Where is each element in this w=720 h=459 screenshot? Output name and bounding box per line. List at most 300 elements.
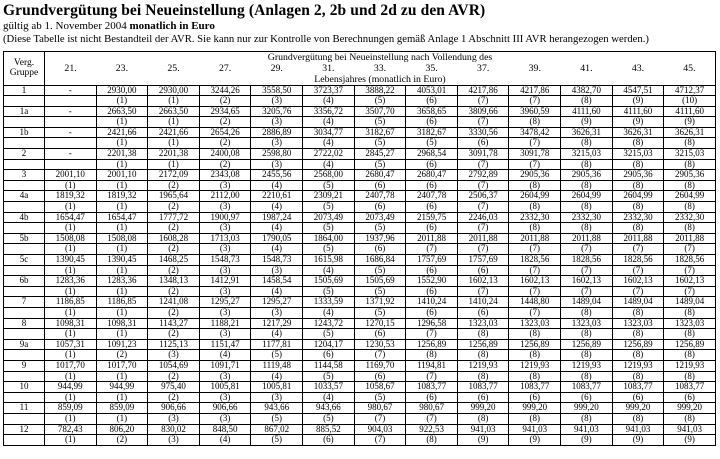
stufe-cell: (5) xyxy=(303,371,355,382)
value-cell: 2604,99 xyxy=(561,191,613,202)
stufe-cell: (8) xyxy=(561,202,613,213)
value-cell: 999,20 xyxy=(509,403,561,414)
value-cell: 1965,64 xyxy=(148,191,200,202)
value-cell: 3182,67 xyxy=(406,127,458,138)
stufe-cell: (7) xyxy=(457,286,509,297)
header-row-top xyxy=(4,51,716,63)
value-cell: 3091,78 xyxy=(457,149,509,160)
stufe-cell: (1) xyxy=(45,413,97,424)
table-row-stufen xyxy=(4,371,716,382)
stufe-cell: (3) xyxy=(199,202,251,213)
group-cell: 7 xyxy=(4,297,45,308)
stufe-cell: (7) xyxy=(509,307,561,318)
value-cell: 2663,50 xyxy=(148,106,200,117)
value-cell: 1508,08 xyxy=(45,233,97,244)
stufe-cell: (1) xyxy=(96,159,148,170)
stufe-cell: (5) xyxy=(354,159,406,170)
stufe-cell: (2) xyxy=(199,138,251,149)
value-cell: 999,20 xyxy=(612,403,664,414)
stufe-cell: (1) xyxy=(96,371,148,382)
value-cell: 3809,66 xyxy=(457,106,509,117)
stufe-cell: (1) xyxy=(96,96,148,107)
value-cell: 2011,88 xyxy=(561,233,613,244)
value-cell: 2886,89 xyxy=(251,127,303,138)
value-cell: 2001,10 xyxy=(96,170,148,181)
value-cell: 1602,13 xyxy=(612,276,664,287)
stufe-cell: (2) xyxy=(148,307,200,318)
table-row-values xyxy=(4,170,716,181)
stufe-cell: (2) xyxy=(148,371,200,382)
value-cell: 2400,08 xyxy=(199,149,251,160)
value-cell: 3215,03 xyxy=(561,149,613,160)
value-cell: 2112,00 xyxy=(199,191,251,202)
stufe-cell: (7) xyxy=(509,265,561,276)
value-cell: 2011,88 xyxy=(509,233,561,244)
stufe-cell: (1) xyxy=(148,159,200,170)
stufe-cell: (7) xyxy=(457,180,509,191)
stufe-cell: (5) xyxy=(303,202,355,213)
value-cell: 2246,03 xyxy=(457,212,509,223)
stufe-cell: (1) xyxy=(96,286,148,297)
group-cell-empty xyxy=(4,96,45,107)
value-cell: 2332,30 xyxy=(612,212,664,223)
stufe-cell: (1) xyxy=(148,96,200,107)
stufe-cell: (7) xyxy=(664,244,716,255)
table-row-values xyxy=(4,233,716,244)
stufe-cell: (8) xyxy=(664,138,716,149)
stufe-cell: (8) xyxy=(561,307,613,318)
stufe-cell: (8) xyxy=(509,413,561,424)
stufe-cell: (9) xyxy=(561,117,613,128)
stufe-cell: (1) xyxy=(45,392,97,403)
table-row-values xyxy=(4,339,716,350)
value-cell: 4547,51 xyxy=(612,85,664,96)
value-cell: 904,03 xyxy=(354,424,406,435)
stufe-cell: (8) xyxy=(509,350,561,361)
group-cell-empty xyxy=(4,371,45,382)
stufe-cell: (5) xyxy=(354,138,406,149)
value-cell: 1448,80 xyxy=(509,297,561,308)
stufe-cell: (9) xyxy=(561,435,613,446)
value-cell: 2001,10 xyxy=(45,170,97,181)
value-cell: 2604,99 xyxy=(612,191,664,202)
header-row-ages xyxy=(4,63,716,74)
table-row-values xyxy=(4,85,716,96)
value-cell: 1295,27 xyxy=(199,297,251,308)
value-cell: 1256,89 xyxy=(664,339,716,350)
stufe-cell: (6) xyxy=(406,307,458,318)
stufe-cell: (8) xyxy=(664,202,716,213)
value-cell: 806,20 xyxy=(96,424,148,435)
stufe-cell: (9) xyxy=(664,435,716,446)
stufe-cell: (8) xyxy=(509,223,561,234)
value-cell: 1256,89 xyxy=(561,339,613,350)
value-cell: 2172,09 xyxy=(148,170,200,181)
stufe-cell: (5) xyxy=(354,307,406,318)
group-cell: 1a xyxy=(4,106,45,117)
table-row-values xyxy=(4,191,716,202)
stufe-cell: (7) xyxy=(664,286,716,297)
value-cell: 830,02 xyxy=(148,424,200,435)
value-cell: 2332,30 xyxy=(509,212,561,223)
value-cell: 4217,86 xyxy=(457,85,509,96)
value-cell: 2680,47 xyxy=(406,170,458,181)
group-cell-empty xyxy=(4,392,45,403)
value-cell: 1602,13 xyxy=(664,276,716,287)
value-cell: 2845,27 xyxy=(354,149,406,160)
value-cell: 3034,77 xyxy=(303,127,355,138)
stufe-cell: (4) xyxy=(303,96,355,107)
stufe-cell: (3) xyxy=(199,223,251,234)
value-cell: 943,66 xyxy=(251,403,303,414)
stufe-cell: (6) xyxy=(406,180,458,191)
stufe-cell: (8) xyxy=(664,180,716,191)
stufe-cell: (8) xyxy=(612,350,664,361)
stufe-cell: (8) xyxy=(457,350,509,361)
stufe-cell: (8) xyxy=(509,329,561,340)
age-column-header: 23. xyxy=(115,62,129,74)
stufe-cell: (6) xyxy=(406,202,458,213)
group-cell-empty xyxy=(4,202,45,213)
value-cell: 2905,36 xyxy=(509,170,561,181)
value-cell: 2905,36 xyxy=(561,170,613,181)
stufe-cell xyxy=(45,96,97,107)
value-cell: 1256,89 xyxy=(406,339,458,350)
stufe-cell: (8) xyxy=(509,202,561,213)
stufe-cell: (5) xyxy=(354,96,406,107)
value-cell: 1283,36 xyxy=(96,276,148,287)
stufe-cell: (8) xyxy=(664,350,716,361)
value-cell: 3182,67 xyxy=(354,127,406,138)
table-row-stufen xyxy=(4,138,716,149)
value-cell: 4217,86 xyxy=(509,85,561,96)
stufe-cell: (8) xyxy=(561,96,613,107)
value-cell: 2968,54 xyxy=(406,149,458,160)
stufe-cell: (7) xyxy=(509,159,561,170)
table-row-values xyxy=(4,212,716,223)
value-cell: 3215,03 xyxy=(664,149,716,160)
value-cell: 2598,80 xyxy=(251,149,303,160)
value-cell: 1602,13 xyxy=(457,276,509,287)
stufe-cell: (5) xyxy=(251,413,303,424)
value-cell: 1283,36 xyxy=(45,276,97,287)
validity-bold-text: monatlich in Euro xyxy=(129,20,215,32)
stufe-cell: (8) xyxy=(664,159,716,170)
stufe-cell: (2) xyxy=(199,117,251,128)
stufe-cell: (1) xyxy=(96,413,148,424)
value-cell: 1083,77 xyxy=(664,382,716,393)
salary-table-header xyxy=(4,51,716,85)
value-cell: 2011,88 xyxy=(457,233,509,244)
stufe-cell: (6) xyxy=(457,138,509,149)
group-cell-empty xyxy=(4,180,45,191)
value-cell: 1054,69 xyxy=(148,360,200,371)
stufe-cell xyxy=(45,138,97,149)
stufe-cell: (8) xyxy=(612,307,664,318)
value-cell: 1323,03 xyxy=(457,318,509,329)
stufe-cell: (4) xyxy=(251,180,303,191)
value-cell: 848,50 xyxy=(199,424,251,435)
value-cell: 2073,49 xyxy=(354,212,406,223)
value-cell: 1243,72 xyxy=(303,318,355,329)
value-cell: 1900,97 xyxy=(199,212,251,223)
value-cell: 2604,99 xyxy=(664,191,716,202)
value-cell: 1828,56 xyxy=(664,255,716,266)
value-cell: 2905,36 xyxy=(664,170,716,181)
value-cell: 859,09 xyxy=(45,403,97,414)
value-cell: 867,02 xyxy=(251,424,303,435)
table-row-stufen xyxy=(4,244,716,255)
stufe-cell: (4) xyxy=(199,350,251,361)
stufe-cell: (1) xyxy=(45,350,97,361)
stufe-cell: (8) xyxy=(664,413,716,424)
group-cell: 5b xyxy=(4,233,45,244)
group-cell: 5c xyxy=(4,255,45,266)
table-row-values xyxy=(4,403,716,414)
stufe-cell: (1) xyxy=(96,117,148,128)
group-header-line1: Verg. xyxy=(13,57,35,68)
table-row-stufen xyxy=(4,307,716,318)
table-row-stufen xyxy=(4,117,716,128)
stufe-cell: (8) xyxy=(664,307,716,318)
stufe-cell: (1) xyxy=(96,180,148,191)
header-row-bottom xyxy=(4,74,716,86)
group-cell: 4a xyxy=(4,191,45,202)
stufe-cell: (6) xyxy=(354,202,406,213)
stufe-cell: (7) xyxy=(406,371,458,382)
value-cell: 1489,04 xyxy=(561,297,613,308)
value-cell: 1194,81 xyxy=(406,360,458,371)
value-cell: 999,20 xyxy=(457,403,509,414)
group-cell: 9 xyxy=(4,360,45,371)
stufe-cell: (1) xyxy=(45,223,97,234)
stufe-cell: (4) xyxy=(303,307,355,318)
table-row-stufen xyxy=(4,350,716,361)
value-cell: 2407,78 xyxy=(354,191,406,202)
stufe-cell: (4) xyxy=(251,244,303,255)
stufe-cell: (6) xyxy=(457,307,509,318)
value-cell: 4111,60 xyxy=(561,106,613,117)
stufe-cell: (1) xyxy=(45,435,97,446)
value-cell: 1219,93 xyxy=(509,360,561,371)
group-cell: 1 xyxy=(4,85,45,96)
stufe-cell: (6) xyxy=(406,159,458,170)
value-cell: 2407,78 xyxy=(406,191,458,202)
age-column-header: 33. xyxy=(373,62,387,74)
value-cell: 1608,28 xyxy=(148,233,200,244)
group-cell-empty xyxy=(4,138,45,149)
table-row-values xyxy=(4,360,716,371)
group-cell-empty xyxy=(4,329,45,340)
value-cell: 3888,22 xyxy=(354,85,406,96)
stufe-cell: (8) xyxy=(561,329,613,340)
value-cell: 1125,13 xyxy=(148,339,200,350)
stufe-cell: (8) xyxy=(612,223,664,234)
stufe-cell: (3) xyxy=(251,307,303,318)
value-cell: 1390,45 xyxy=(96,255,148,266)
value-cell: 2011,88 xyxy=(664,233,716,244)
value-cell: 1390,45 xyxy=(45,255,97,266)
stufe-cell: (6) xyxy=(406,117,458,128)
stufe-cell: (1) xyxy=(45,180,97,191)
age-column-header: 31. xyxy=(322,62,335,74)
group-column-header xyxy=(4,51,45,85)
stufe-cell: (6) xyxy=(664,392,716,403)
stufe-cell: (4) xyxy=(251,202,303,213)
value-cell: 2722,02 xyxy=(303,149,355,160)
value-cell: 2421,66 xyxy=(148,127,200,138)
stufe-cell: (7) xyxy=(457,202,509,213)
stufe-cell: (1) xyxy=(45,329,97,340)
value-cell: 1410,24 xyxy=(457,297,509,308)
value-cell: 1151,47 xyxy=(199,339,251,350)
value-cell: 1058,67 xyxy=(354,382,406,393)
value-cell: 1219,93 xyxy=(457,360,509,371)
value-cell: 1323,03 xyxy=(509,318,561,329)
age-column-header: 35. xyxy=(425,62,438,74)
value-cell: 1489,04 xyxy=(664,297,716,308)
stufe-cell: (7) xyxy=(509,138,561,149)
group-cell-empty xyxy=(4,286,45,297)
value-cell: 1790,05 xyxy=(251,233,303,244)
group-cell: 8 xyxy=(4,318,45,329)
value-cell: 2201,38 xyxy=(96,149,148,160)
stufe-cell: (7) xyxy=(561,265,613,276)
stufe-cell: (7) xyxy=(406,329,458,340)
stufe-cell: (6) xyxy=(354,329,406,340)
age-column-header: 21. xyxy=(64,62,77,74)
value-cell: 2073,49 xyxy=(303,212,355,223)
value-cell: 1323,03 xyxy=(561,318,613,329)
stufe-cell: (3) xyxy=(251,159,303,170)
stufe-cell: (8) xyxy=(509,180,561,191)
stufe-cell: (4) xyxy=(251,223,303,234)
stufe-cell: (7) xyxy=(509,286,561,297)
group-cell: 9a xyxy=(4,339,45,350)
group-cell: 2 xyxy=(4,149,45,160)
stufe-cell: (3) xyxy=(251,138,303,149)
stufe-cell: (5) xyxy=(303,223,355,234)
value-cell: 944,99 xyxy=(96,382,148,393)
value-cell: 1410,24 xyxy=(406,297,458,308)
group-cell-empty xyxy=(4,413,45,424)
group-header-line2: Gruppe xyxy=(9,68,39,78)
value-cell: 3626,31 xyxy=(664,127,716,138)
value-cell: 2455,56 xyxy=(251,170,303,181)
value-cell: 1098,31 xyxy=(45,318,97,329)
stufe-cell: (7) xyxy=(664,265,716,276)
stufe-cell: (1) xyxy=(96,223,148,234)
stufe-cell: (3) xyxy=(199,244,251,255)
stufe-cell: (5) xyxy=(303,286,355,297)
stufe-cell: (3) xyxy=(199,180,251,191)
value-cell: 3244,26 xyxy=(199,85,251,96)
group-cell-empty xyxy=(4,435,45,446)
stufe-cell: (8) xyxy=(406,350,458,361)
stufe-cell: (8) xyxy=(612,180,664,191)
value-cell: - xyxy=(45,85,97,96)
value-cell: 1219,93 xyxy=(561,360,613,371)
age-column-header: 27. xyxy=(219,62,232,74)
stufe-cell: (8) xyxy=(664,329,716,340)
value-cell: 2332,30 xyxy=(561,212,613,223)
stufe-cell: (7) xyxy=(509,96,561,107)
stufe-cell: (1) xyxy=(96,244,148,255)
value-cell: 1505,69 xyxy=(303,276,355,287)
table-row-stufen xyxy=(4,180,716,191)
value-cell: 1468,25 xyxy=(148,255,200,266)
age-column-header: 25. xyxy=(167,62,180,74)
value-cell: 1548,73 xyxy=(251,255,303,266)
stufe-cell: (2) xyxy=(148,265,200,276)
value-cell: 1348,13 xyxy=(148,276,200,287)
value-cell: 3626,31 xyxy=(612,127,664,138)
stufe-cell: (6) xyxy=(406,392,458,403)
value-cell: 999,20 xyxy=(561,403,613,414)
value-cell: 1819,32 xyxy=(45,191,97,202)
value-cell: 1828,56 xyxy=(509,255,561,266)
stufe-cell: (7) xyxy=(457,244,509,255)
value-cell: 2343,08 xyxy=(199,170,251,181)
group-cell-empty xyxy=(4,244,45,255)
value-cell: 2210,61 xyxy=(251,191,303,202)
stufe-cell: (5) xyxy=(251,435,303,446)
value-cell: 1757,69 xyxy=(406,255,458,266)
stufe-cell: (3) xyxy=(251,96,303,107)
stufe-cell: (3) xyxy=(199,371,251,382)
table-row-stufen xyxy=(4,96,716,107)
value-cell: 1186,85 xyxy=(45,297,97,308)
stufe-cell: (9) xyxy=(457,435,509,446)
value-cell: 941,03 xyxy=(664,424,716,435)
value-cell: 1143,27 xyxy=(148,318,200,329)
stufe-cell: (6) xyxy=(354,371,406,382)
value-cell: 941,03 xyxy=(612,424,664,435)
stufe-cell: (5) xyxy=(354,286,406,297)
value-cell: 3091,78 xyxy=(509,149,561,160)
value-cell: 2654,26 xyxy=(199,127,251,138)
value-cell: 1119,48 xyxy=(251,360,303,371)
value-cell: 1458,54 xyxy=(251,276,303,287)
value-cell: 3558,50 xyxy=(251,85,303,96)
value-cell: 3356,72 xyxy=(303,106,355,117)
stufe-cell: (8) xyxy=(612,329,664,340)
value-cell: - xyxy=(45,149,97,160)
value-cell: 2309,21 xyxy=(303,191,355,202)
value-cell: 941,03 xyxy=(561,424,613,435)
value-cell: 1654,47 xyxy=(96,212,148,223)
stufe-cell: (5) xyxy=(354,392,406,403)
value-cell: 1188,21 xyxy=(199,318,251,329)
stufe-cell: (3) xyxy=(251,392,303,403)
value-cell: 975,40 xyxy=(148,382,200,393)
stufe-cell: (1) xyxy=(96,202,148,213)
value-cell: 1987,24 xyxy=(251,212,303,223)
stufe-cell: (9) xyxy=(612,117,664,128)
stufe-cell: (2) xyxy=(199,96,251,107)
group-cell: 10 xyxy=(4,382,45,393)
stufe-cell: (7) xyxy=(354,413,406,424)
value-cell: 1654,47 xyxy=(45,212,97,223)
stufe-cell: (7) xyxy=(612,244,664,255)
stufe-cell: (1) xyxy=(96,138,148,149)
value-cell: 1017,70 xyxy=(96,360,148,371)
value-cell: 1219,93 xyxy=(664,360,716,371)
stufe-cell: (7) xyxy=(406,413,458,424)
value-cell: 1505,69 xyxy=(354,276,406,287)
stufe-cell: (3) xyxy=(199,413,251,424)
stufe-cell: (3) xyxy=(199,329,251,340)
